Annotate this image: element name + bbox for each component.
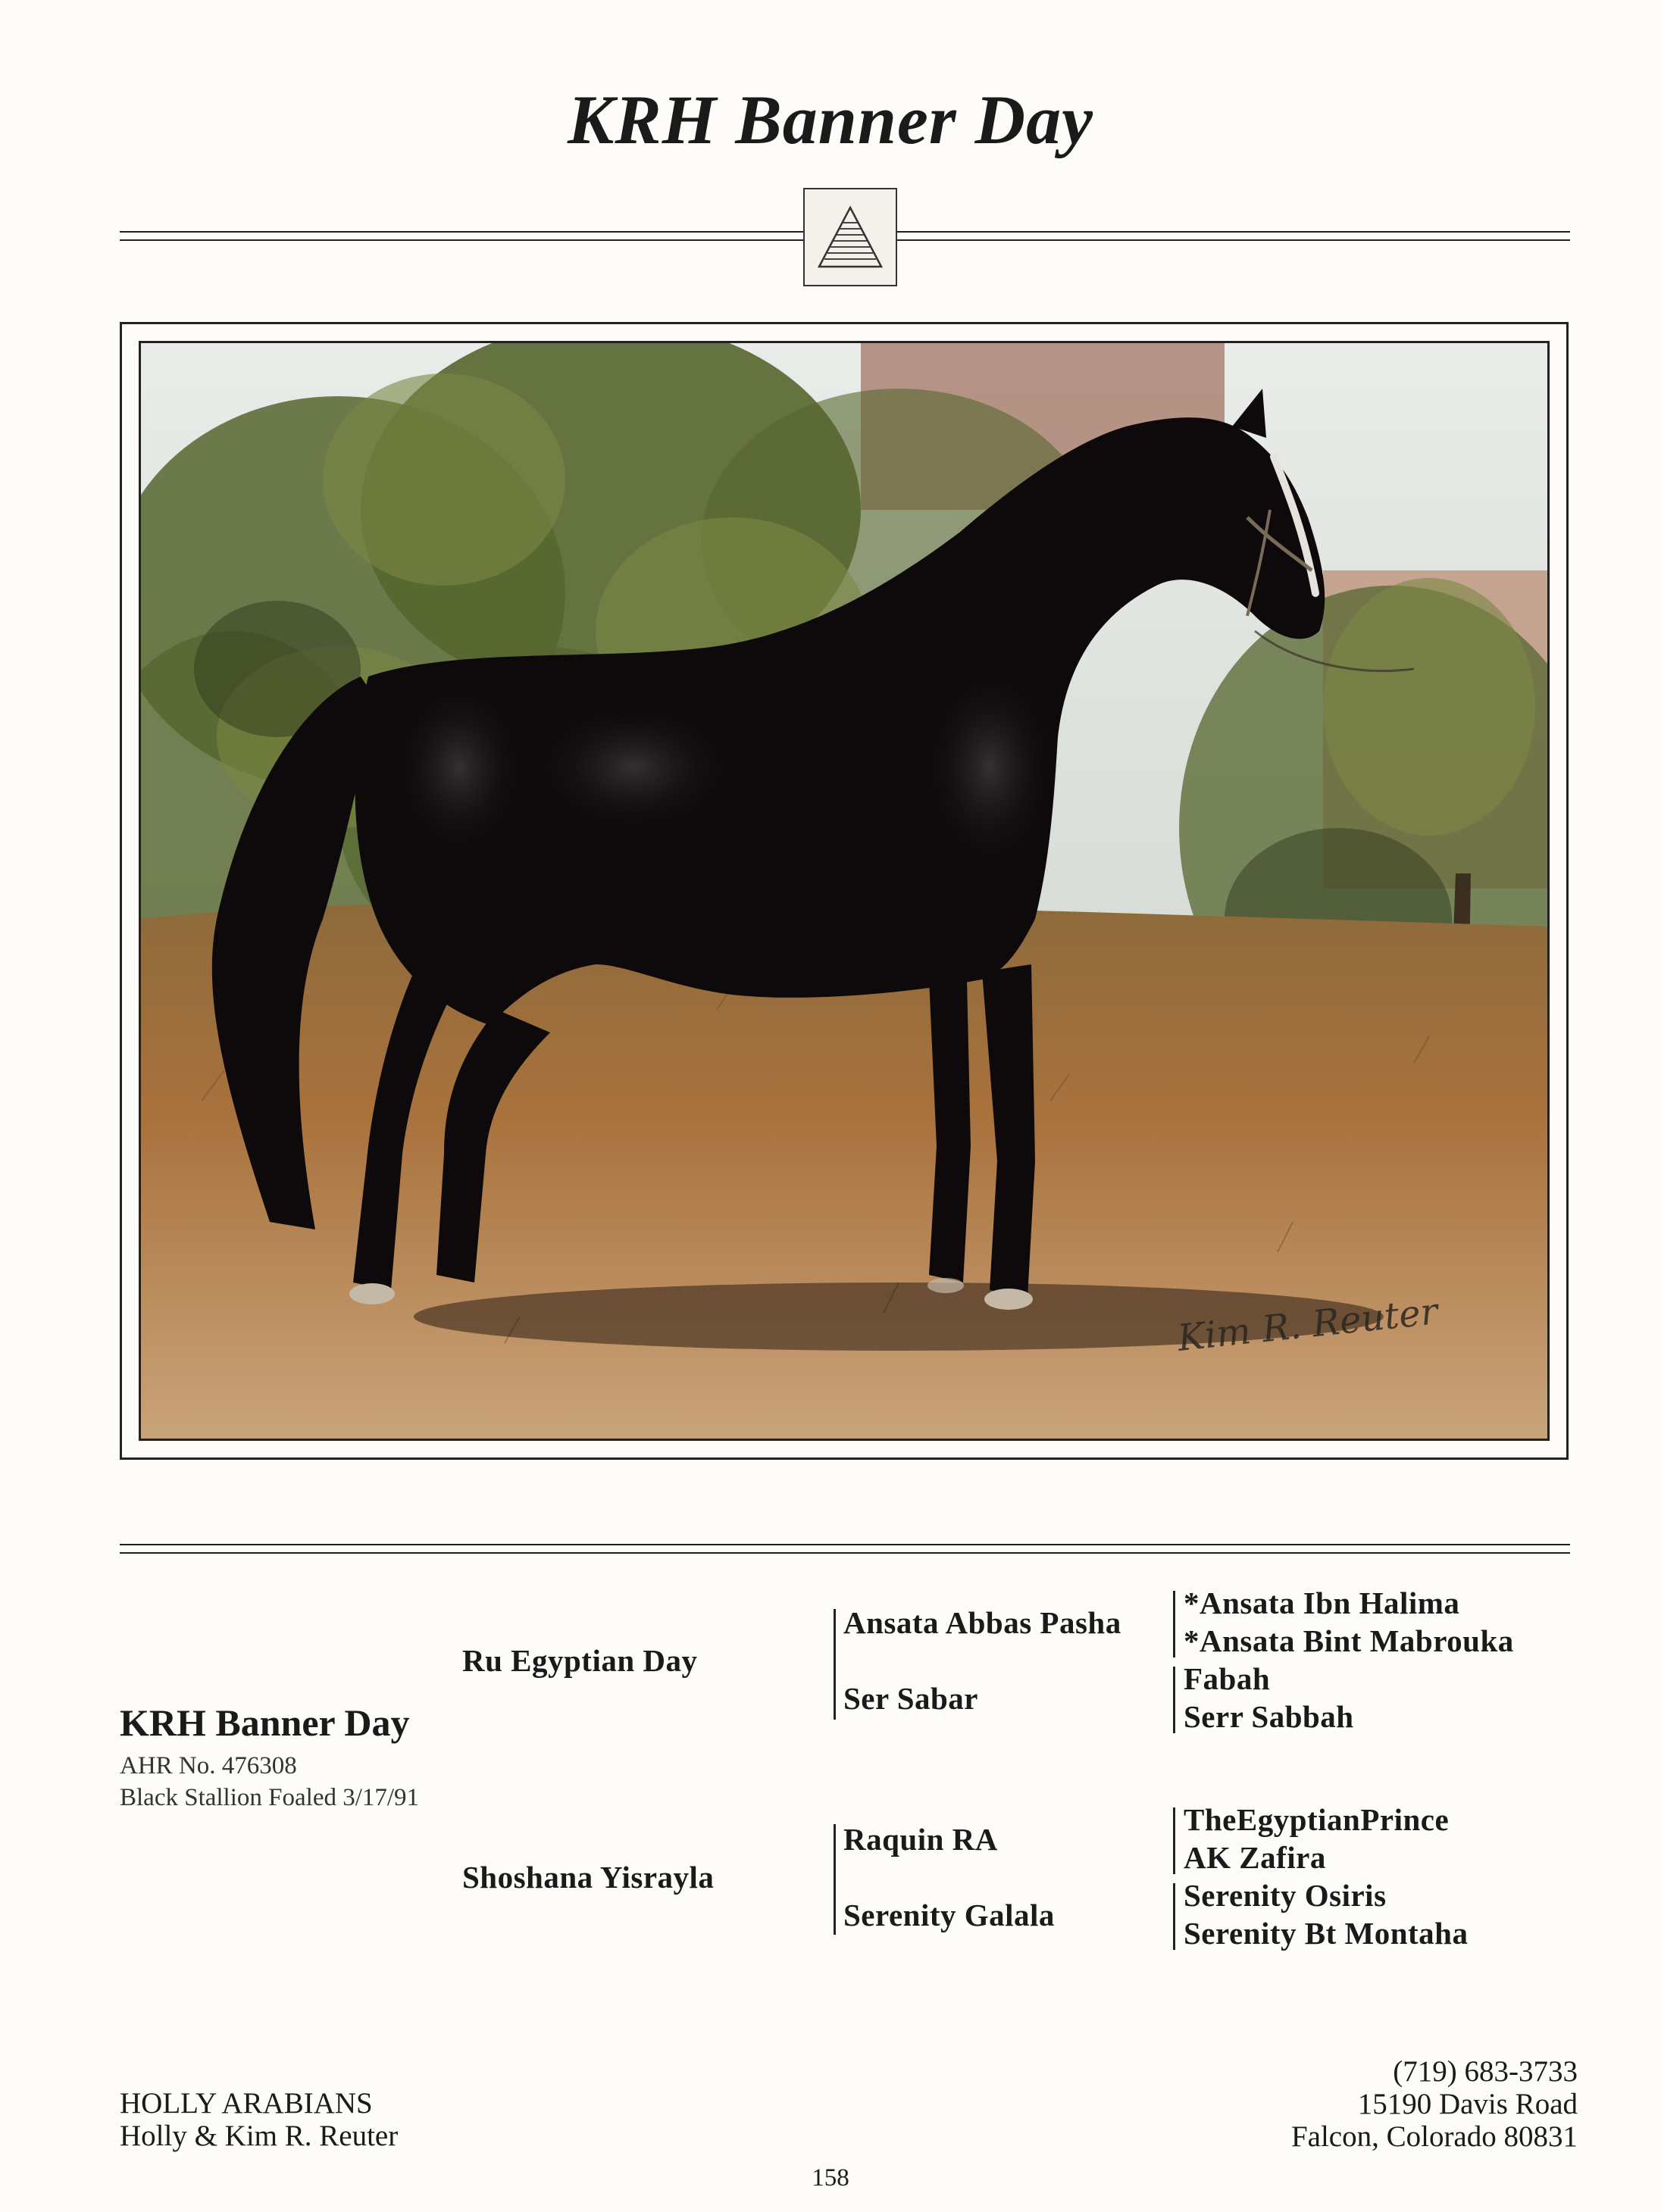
horse-photo — [139, 341, 1550, 1441]
pedigree-ggp-5: TheEgyptianPrince — [1184, 1802, 1450, 1837]
pyramid-emblem-icon — [803, 188, 897, 286]
pedigree-ggp-7: Serenity Osiris — [1184, 1878, 1387, 1913]
pedigree-dam-sire: Raquin RA — [843, 1822, 998, 1857]
pedigree-bracket-1 — [1173, 1591, 1175, 1657]
page-title: KRH Banner Day — [568, 81, 1093, 158]
farm-name: HOLLY ARABIANS — [120, 2087, 373, 2120]
horse-description: Black Stallion Foaled 3/17/91 — [120, 1784, 420, 1811]
pedigree-bracket-3 — [1173, 1807, 1175, 1874]
pedigree-ggp-6: AK Zafira — [1184, 1840, 1326, 1875]
pedigree-dam-dam: Serenity Galala — [843, 1898, 1055, 1932]
pedigree-sire-dam: Ser Sabar — [843, 1681, 979, 1716]
pedigree-dam: Shoshana Yisrayla — [462, 1860, 715, 1895]
phone-number: (719) 683-3733 — [1393, 2055, 1578, 2088]
pedigree-ggp-2: *Ansata Bint Mabrouka — [1184, 1623, 1514, 1658]
page-number: 158 — [812, 2164, 849, 2192]
pedigree-bracket-dam — [834, 1824, 836, 1935]
pedigree-ggp-8: Serenity Bt Montaha — [1184, 1916, 1469, 1951]
city-address: Falcon, Colorado 80831 — [1290, 2120, 1578, 2153]
divider-rule-bottom — [120, 1552, 1570, 1554]
pedigree-bracket-sire — [834, 1609, 836, 1720]
pedigree-ggp-1: *Ansata Ibn Halima — [1184, 1586, 1460, 1620]
registration-number: AHR No. 476308 — [120, 1752, 297, 1779]
pedigree-sire: Ru Egyptian Day — [462, 1643, 698, 1678]
pedigree-ggp-3: Fabah — [1184, 1661, 1271, 1696]
photographer-signature: Kim R. Reuter — [1175, 1290, 1440, 1360]
pedigree-bracket-4 — [1173, 1883, 1175, 1950]
street-address: 15190 Davis Road — [1357, 2088, 1578, 2120]
pedigree-bracket-2 — [1173, 1667, 1175, 1733]
horse-name: KRH Banner Day — [120, 1701, 410, 1744]
pedigree-sire-sire: Ansata Abbas Pasha — [843, 1605, 1121, 1640]
owner-names: Holly & Kim R. Reuter — [120, 2120, 399, 2152]
divider-rule-top — [120, 1544, 1570, 1545]
pedigree-ggp-4: Serr Sabbah — [1184, 1699, 1354, 1734]
